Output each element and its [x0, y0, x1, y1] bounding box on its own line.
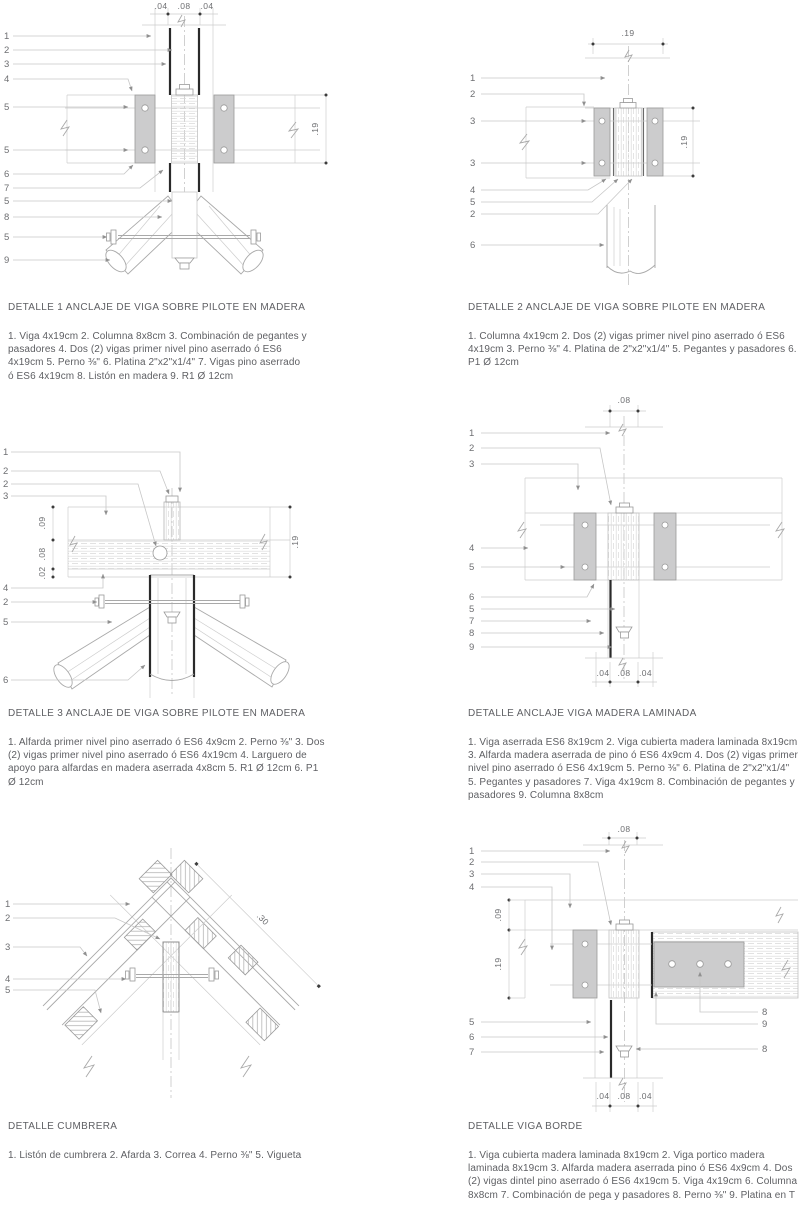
- callout-number: 4: [469, 882, 475, 893]
- callout-number: 1: [4, 31, 10, 42]
- correa-block: [185, 918, 216, 949]
- bolt-hole: [142, 105, 148, 111]
- dimension-label: .19: [310, 122, 320, 136]
- dimension-label: .04: [154, 1, 168, 11]
- callout-number: 9: [4, 255, 10, 266]
- dimension-label: .02: [37, 566, 47, 580]
- callout-number: 1: [3, 447, 9, 458]
- dimension-label: .08: [617, 668, 631, 678]
- callout-number: 1: [469, 846, 475, 857]
- detail-viga-borde-title: DETALLE VIGA BORDE: [468, 1121, 583, 1132]
- callout-number: 5: [4, 145, 10, 156]
- detail-4-note: 1. Viga aserrada ES6 8x19cm 2. Viga cubierta madera laminada 8x19cm 3. Alfarda madera aserrada de pino ó ES6 4x9cm 4. Dos (2) vigas primer nivel pino aserrado ó ES6 4x19cm 5. Perno ⅜" 6. Platina de 2"x2"x1/4" 5. Pegantes y pasadores 7. Viga 4x19cm 8. Combinación de pegantes y pasadores 9. Columna 8x8cm: [468, 737, 798, 801]
- callout-number: 5: [4, 196, 10, 207]
- dimension-label: .19: [679, 135, 689, 149]
- break-marks: [84, 1056, 251, 1077]
- callout-number: 6: [469, 1032, 475, 1043]
- geometry: [560, 50, 700, 273]
- bolt-head: [620, 103, 636, 109]
- detail-4-drawing: [460, 390, 800, 700]
- washer: [616, 1046, 632, 1051]
- bolt-head: [616, 507, 633, 513]
- detail-4-caption: [468, 708, 800, 802]
- dimension-label: .04: [638, 668, 653, 678]
- callout-number: 7: [4, 183, 10, 194]
- callout-number: 3: [4, 59, 10, 70]
- wood-column: [608, 513, 639, 580]
- callout-number: 4: [469, 543, 475, 554]
- detail-3-drawing: [0, 430, 340, 710]
- detail-2-drawing: [460, 0, 800, 310]
- callout-number: 6: [470, 240, 476, 251]
- bolt-head: [166, 496, 178, 502]
- callout-number: 3: [469, 869, 475, 880]
- geometry: [519, 841, 798, 1090]
- geometry: [65, 15, 320, 275]
- callout-number: 6: [4, 169, 10, 180]
- callout-number: 3: [3, 491, 9, 502]
- dimension-label: .19: [290, 535, 300, 549]
- bolt-head: [616, 924, 633, 930]
- detail-2-caption: [468, 302, 798, 370]
- wood-column: [615, 108, 642, 176]
- callouts: [4, 31, 9, 266]
- callout-number: 1: [5, 899, 11, 910]
- correa-block: [228, 945, 258, 975]
- callout-number: 4: [470, 185, 476, 196]
- callout-number: 1: [470, 73, 476, 84]
- dimension-label: .04: [596, 668, 610, 678]
- detail-2-note: 1. Columna 4x19cm 2. Dos (2) vigas primer nivel pino aserrado ó ES6 4x19cm 3. Perno ⅜" 4. Platina de 2"x2"x1/4" 5. Pegantes y pasadores 6. P1 Ø 12cm: [468, 331, 797, 369]
- detail-3-title: DETALLE 3 ANCLAJE DE VIGA SOBRE PILOTE EN MADERA: [8, 708, 306, 719]
- detail-cumbrera-drawing: [0, 830, 350, 1120]
- callout-number: 8: [4, 212, 10, 223]
- callout-number: 3: [470, 158, 476, 169]
- bolt-hole: [662, 564, 668, 570]
- detail-4-title: DETALLE ANCLAJE VIGA MADERA LAMINADA: [468, 708, 697, 719]
- geometry: [50, 496, 293, 698]
- callout-number: 2: [3, 466, 9, 477]
- callout-number: 8: [762, 1044, 768, 1055]
- nut: [180, 263, 189, 269]
- dimension-label: .19: [621, 28, 635, 38]
- callout-number: 5: [469, 604, 475, 615]
- callout-number: 5: [4, 102, 10, 113]
- callouts: [469, 428, 474, 653]
- callout-number: 2: [470, 209, 476, 220]
- bolt-hole: [725, 961, 732, 968]
- callout-number: 1: [469, 428, 475, 439]
- detail-1-title: DETALLE 1 ANCLAJE DE VIGA SOBRE PILOTE EN MADERA: [8, 302, 306, 313]
- callout-number: 9: [762, 1019, 768, 1030]
- callouts: [3, 447, 8, 686]
- callout-number: 7: [469, 1047, 475, 1058]
- detail-1-drawing: [0, 0, 340, 300]
- nut: [168, 617, 176, 623]
- bolt-hole: [582, 564, 588, 570]
- bolt-hole: [662, 522, 668, 528]
- callout-number: 2: [5, 913, 11, 924]
- callout-number: 4: [5, 974, 11, 985]
- detail-1-caption: [8, 302, 308, 383]
- callout-number: 2: [470, 89, 476, 100]
- detail-viga-borde-drawing: [460, 820, 800, 1120]
- detail-1-note: 1. Viga 4x19cm 2. Columna 8x8cm 3. Combinación de pegantes y pasadores 4. Dos (2) vigas primer nivel pino aserrado ó ES6 4x19cm 5. Perno ⅜" 6. Platina 2"x2"x1/4" 7. Vigas pino aserrado ó ES6 4x19cm 8. Listón en madera 9. R1 Ø 12cm: [8, 331, 307, 382]
- bolt-hole: [599, 118, 605, 124]
- bolt-hole: [221, 147, 227, 153]
- round-pile: [607, 205, 655, 273]
- callout-number: 6: [469, 592, 475, 603]
- leader-lines: [13, 904, 160, 1013]
- correa-block: [139, 860, 172, 893]
- callouts: [5, 899, 10, 996]
- callout-number: 8: [762, 1007, 768, 1018]
- bolt-hole: [582, 941, 588, 947]
- bolt-sleeve: [164, 502, 180, 540]
- callout-number: 7: [469, 616, 475, 627]
- callout-number: 5: [5, 985, 11, 996]
- callouts: [470, 73, 475, 251]
- detail-cumbrera-note: 1. Listón de cumbrera 2. Afarda 3. Correa 4. Perno ⅜" 5. Vigueta: [8, 1150, 302, 1161]
- detail-viga-borde-caption: [468, 1121, 798, 1202]
- bolt-hole: [669, 961, 676, 968]
- callout-number: 2: [469, 857, 475, 868]
- callout-number: 3: [5, 942, 11, 953]
- callout-number: 2: [4, 45, 10, 56]
- callout-number: 9: [469, 642, 475, 653]
- detail-cumbrera-caption: [8, 1121, 348, 1162]
- callout-number: 2: [469, 443, 475, 454]
- callout-number: 6: [3, 675, 9, 686]
- wood-column-lower: [172, 192, 197, 258]
- callout-number: 3: [470, 116, 476, 127]
- callout-number: 5: [3, 617, 9, 628]
- bolt-hole: [697, 961, 704, 968]
- bolt-head: [176, 89, 193, 95]
- nut: [621, 632, 629, 638]
- dimension-label: .08: [617, 395, 631, 405]
- callout-number: 2: [3, 597, 9, 608]
- wood-column: [609, 930, 639, 998]
- bolt-hole: [652, 118, 658, 124]
- callout-number: 5: [469, 562, 475, 573]
- detail-3-caption: [8, 708, 328, 789]
- wood-beam: [68, 540, 270, 569]
- callout-number: 3: [469, 459, 475, 470]
- bolt-hole: [582, 522, 588, 528]
- washer: [164, 612, 180, 617]
- detail-3-note: 1. Alfarda primer nivel pino aserrado ó ES6 4x9cm 2. Perno ⅜" 3. Dos (2) vigas primer nivel pino aserrado ó ES6 4x19cm 4. Larguero de apoyo para alfardas en madera aserrada 4x8cm 5. R1 Ø 12cm 6. P1 Ø 12cm: [8, 737, 325, 788]
- callout-number: 5: [4, 232, 10, 243]
- callout-number: 8: [469, 628, 475, 639]
- dimension-label: .30: [254, 910, 272, 928]
- detail-cumbrera-title: DETALLE CUMBRERA: [8, 1121, 118, 1132]
- washer: [175, 258, 194, 263]
- callout-number: 2: [3, 479, 9, 490]
- dimension-label: .04: [638, 1091, 653, 1101]
- bolt-hole: [652, 160, 658, 166]
- nut: [621, 1051, 629, 1057]
- dimension-label: .08: [617, 1091, 631, 1101]
- bolt-hole: [582, 982, 588, 988]
- callout-number: 4: [4, 74, 10, 85]
- detail-viga-borde-note: 1. Viga cubierta madera laminada 8x19cm 2. Viga portico madera laminada 8x19cm 3. Alfarda madera aserrada pino ó ES6 4x9cm 4. Dos (2) vigas dintel pino aserrado ó ES6 4x19cm 5. Viga 4x19cm 6. Columna 8x8cm 7. Combinación de pega y pasadores 8. Perno ⅜" 9. Platina en T: [468, 1150, 798, 1201]
- callout-number: 5: [470, 197, 476, 208]
- wood-column: [172, 95, 198, 163]
- perno-hole: [153, 546, 167, 560]
- detail-2-title: DETALLE 2 ANCLAJE DE VIGA SOBRE PILOTE EN MADERA: [468, 302, 766, 313]
- dimension-label: .08: [617, 824, 631, 834]
- bolt-hole: [221, 105, 227, 111]
- callout-number: 4: [3, 583, 9, 594]
- dimension-label: .09: [493, 908, 503, 922]
- dimension-label: .04: [200, 1, 214, 11]
- dimension-label: .19: [493, 957, 503, 971]
- callout-number: 5: [469, 1017, 475, 1028]
- dimension-label: .09: [37, 516, 47, 530]
- bolt-hole: [142, 147, 148, 153]
- dimension-label: .04: [596, 1091, 610, 1101]
- bolt-hole: [599, 160, 605, 166]
- washer: [616, 627, 632, 632]
- dimension-label: .08: [177, 1, 191, 11]
- dimension-label: .08: [37, 547, 47, 561]
